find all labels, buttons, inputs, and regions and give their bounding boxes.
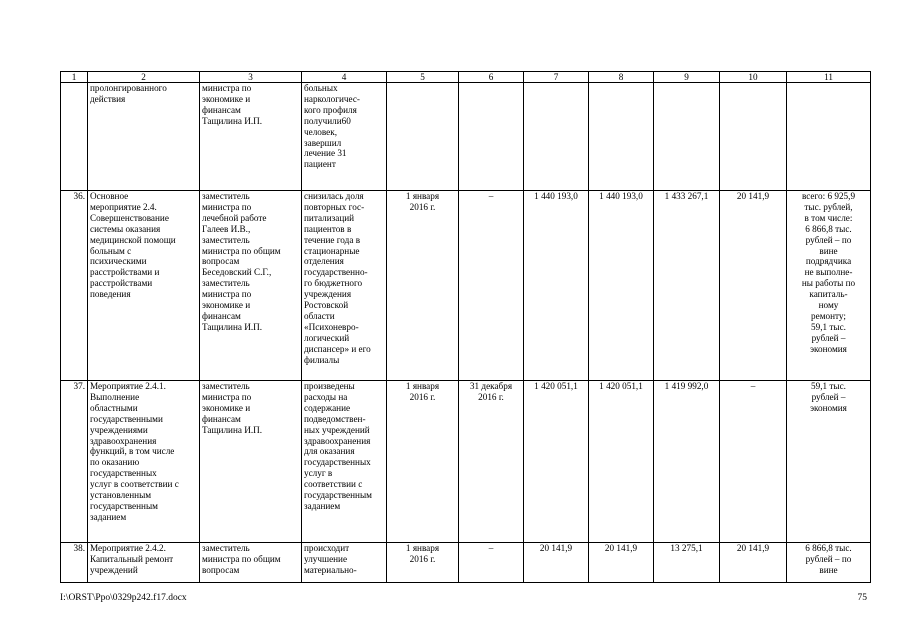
cell-responsible	[200, 381, 302, 543]
cell-line: 31 декабря	[469, 381, 513, 391]
cell-line: содержание	[304, 402, 351, 413]
cell-start-date	[387, 83, 459, 191]
col-num-5: 5	[387, 72, 459, 83]
cell-contracted	[720, 381, 787, 543]
cell-line: капиталь-	[809, 289, 848, 300]
col-num-4: 4	[302, 72, 387, 83]
cell-line: системы оказания	[90, 223, 161, 234]
cell-line: 36.	[73, 191, 85, 201]
cell-line: 2016 г.	[409, 201, 436, 212]
cell-line: –	[488, 543, 494, 553]
cell-line: по оказанию	[90, 457, 140, 468]
cell-line: 2016 г.	[409, 553, 436, 564]
cell-line: материально-	[304, 564, 357, 575]
cell-line: отделения	[304, 256, 344, 267]
cell-line: расстройствами	[90, 278, 153, 289]
cell-line: финансам	[202, 413, 241, 424]
cell-start-date	[387, 543, 459, 583]
cell-end-date	[459, 83, 524, 191]
cell-line: здравоохранения	[90, 435, 157, 446]
cell-line: Выполнение	[90, 391, 140, 402]
footer-file-path: I:\ORST\Ppo\0329p242.f17.docx	[60, 593, 187, 603]
cell-line: государственным	[90, 500, 158, 511]
cell-line: –	[750, 381, 756, 391]
cell-contracted	[720, 543, 787, 583]
table-row	[61, 381, 871, 543]
cell-line: вопросам	[202, 564, 240, 575]
cell-line: 1 419 992,0	[664, 381, 709, 391]
cell-line: в том числе:	[804, 212, 853, 223]
cell-measure-name	[88, 83, 200, 191]
cell-line: 38.	[73, 543, 85, 553]
cell-line: пролонгированного	[90, 83, 167, 93]
cell-planned-total	[524, 543, 589, 583]
cell-line: человек,	[304, 126, 337, 137]
cell-line: психическими	[90, 256, 147, 267]
cell-line: 59,1 тыс.	[811, 381, 846, 391]
cell-row-number	[61, 83, 88, 191]
cell-line: стационарные	[304, 245, 360, 256]
cell-line: пациентов в	[304, 223, 352, 234]
cell-planned-budget	[589, 543, 654, 583]
cell-line: 20 141,9	[736, 191, 770, 201]
cell-line: министра по	[202, 289, 252, 300]
table-row	[61, 83, 871, 191]
column-number-row	[61, 72, 871, 83]
col-num-7: 7	[524, 72, 589, 83]
cell-line: 2016 г.	[478, 391, 504, 402]
cell-line: улучшение	[304, 553, 348, 564]
cell-result	[302, 543, 387, 583]
cell-line: 1 433 267,1	[664, 191, 709, 201]
cell-line: поведения	[90, 289, 131, 300]
cell-line: рублей –	[811, 332, 846, 343]
cell-line: вине	[819, 245, 838, 256]
cell-row-number	[61, 191, 88, 381]
cell-measure-name	[88, 191, 200, 381]
cell-line: Тащилина И.П.	[202, 321, 263, 332]
table-row	[61, 543, 871, 583]
cell-responsible	[200, 83, 302, 191]
cell-line: 1 420 051,1	[599, 381, 643, 391]
cell-line: 20 141,9	[736, 543, 770, 553]
cell-planned-total	[524, 191, 589, 381]
cell-line: 20 141,9	[539, 543, 573, 553]
col-num-11: 11	[787, 72, 871, 83]
cell-line: заместитель	[202, 234, 250, 245]
cell-line: 1 января	[405, 191, 440, 201]
cell-line: учреждениями	[90, 424, 148, 435]
cell-start-date	[387, 381, 459, 543]
cell-planned-budget	[589, 83, 654, 191]
cell-end-date	[459, 381, 524, 543]
cell-result	[302, 83, 387, 191]
cell-line: учреждений	[90, 564, 138, 575]
cell-line: 1 440 193,0	[599, 191, 643, 201]
cell-line: 2016 г.	[409, 391, 436, 402]
cell-line: ремонту;	[811, 310, 846, 321]
cell-line: 1 января	[405, 543, 440, 553]
cell-line: диспансер» и его	[304, 343, 371, 354]
cell-line: государственно-	[304, 267, 368, 278]
cell-line: го бюджетного	[304, 278, 363, 289]
cell-line: медицинской помощи	[90, 234, 176, 245]
col-num-2: 2	[88, 72, 200, 83]
cell-actual	[654, 543, 720, 583]
cell-line: областными	[90, 402, 138, 413]
cell-line: экономия	[810, 402, 847, 413]
cell-line: министра по	[202, 391, 252, 402]
col-num-6: 6	[459, 72, 524, 83]
cell-line: происходит	[304, 543, 350, 553]
cell-actual	[654, 381, 720, 543]
cell-line: снизилась доля	[304, 191, 364, 201]
cell-line: завершил	[304, 137, 342, 148]
cell-line: расстройствами и	[90, 267, 160, 278]
cell-line: больным с	[90, 245, 132, 256]
cell-line: действия	[90, 93, 126, 104]
cell-line: государственных	[304, 457, 371, 468]
cell-contracted	[720, 83, 787, 191]
cell-result	[302, 191, 387, 381]
cell-line: мероприятие 2.4.	[90, 201, 157, 212]
cell-line: 1 440 193,0	[534, 191, 578, 201]
cell-contracted	[720, 191, 787, 381]
cell-line: 59,1 тыс.	[811, 321, 846, 332]
cell-line: не выполне-	[804, 267, 853, 278]
cell-line: заместитель	[202, 278, 250, 289]
cell-line: экономике и	[202, 93, 251, 104]
cell-line: «Психоневро-	[304, 321, 359, 332]
cell-measure-name	[88, 543, 200, 583]
cell-line: Мероприятие 2.4.1.	[90, 381, 166, 391]
col-num-1: 1	[61, 72, 88, 83]
footer-page-number: 75	[857, 593, 867, 603]
cell-line: повторных гос-	[304, 201, 365, 212]
cell-line: области	[304, 310, 335, 321]
cell-line: соответствии с	[304, 479, 363, 490]
cell-line: наркологичес-	[304, 93, 360, 104]
cell-line: Галеев И.В.,	[202, 223, 251, 234]
cell-line: Основное	[90, 191, 129, 201]
cell-line: заданием	[304, 500, 341, 511]
cell-note	[787, 83, 871, 191]
cell-line: произведены	[304, 381, 355, 391]
cell-note	[787, 381, 871, 543]
cell-end-date	[459, 543, 524, 583]
cell-line: экономике и	[202, 300, 251, 311]
col-num-8: 8	[589, 72, 654, 83]
cell-line: финансам	[202, 104, 241, 115]
cell-line: заместитель	[202, 543, 250, 553]
cell-line: 37.	[73, 381, 85, 391]
cell-line: функций, в том числе	[90, 446, 175, 457]
cell-line: 13 275,1	[670, 543, 703, 553]
cell-line: 1 420 051,1	[534, 381, 578, 391]
cell-line: ны работы по	[801, 278, 856, 289]
cell-line: государственным	[304, 490, 372, 501]
cell-line: услуг в	[304, 468, 333, 479]
cell-line: Беседовский С.Г.,	[202, 267, 272, 278]
cell-actual	[654, 83, 720, 191]
cell-line: 6 866,8 тыс.	[805, 223, 852, 234]
cell-line: 6 866,8 тыс.	[805, 543, 852, 553]
cell-line: лечебной работе	[202, 212, 267, 223]
cell-line: пациент	[304, 159, 336, 170]
cell-planned-budget	[589, 381, 654, 543]
cell-line: 1 января	[405, 381, 440, 391]
cell-line: вопросам	[202, 256, 240, 267]
cell-note	[787, 191, 871, 381]
cell-row-number	[61, 381, 88, 543]
cell-line: рублей –	[811, 391, 846, 402]
cell-line: получили60	[304, 115, 351, 126]
cell-note	[787, 543, 871, 583]
cell-start-date	[387, 191, 459, 381]
cell-line: Тащилина И.П.	[202, 424, 263, 435]
cell-line: рублей – по	[805, 553, 852, 564]
col-num-3: 3	[200, 72, 302, 83]
cell-line: Тащилина И.П.	[202, 115, 263, 126]
cell-planned-total	[524, 381, 589, 543]
cell-actual	[654, 191, 720, 381]
cell-line: филиалы	[304, 354, 340, 365]
cell-line: финансам	[202, 310, 241, 321]
cell-line: подведомствен-	[304, 413, 366, 424]
cell-measure-name	[88, 381, 200, 543]
report-table	[60, 71, 871, 583]
cell-line: ных учреждений	[304, 424, 370, 435]
cell-line: здравоохранения	[304, 435, 371, 446]
cell-line: государственных	[90, 468, 157, 479]
cell-row-number	[61, 543, 88, 583]
cell-line: –	[488, 191, 494, 201]
cell-line: подрядчика	[805, 256, 852, 267]
cell-line: Мероприятие 2.4.2.	[90, 543, 166, 553]
cell-line: Совершенствование	[90, 212, 169, 223]
cell-line: логический	[304, 332, 350, 343]
cell-line: министра по	[202, 201, 252, 212]
cell-line: экономике и	[202, 402, 251, 413]
cell-end-date	[459, 191, 524, 381]
cell-line: Капитальный ремонт	[90, 553, 174, 564]
cell-line: течение года в	[304, 234, 361, 245]
cell-line: министра по	[202, 83, 252, 93]
cell-line: министра по общим	[202, 245, 281, 256]
table-row	[61, 191, 871, 381]
cell-line: больных	[304, 83, 338, 93]
cell-line: вине	[819, 564, 838, 575]
cell-line: кого профиля	[304, 104, 357, 115]
cell-planned-total	[524, 83, 589, 191]
cell-line: заданием	[90, 511, 127, 522]
cell-line: государственными	[90, 413, 163, 424]
cell-line: заместитель	[202, 381, 250, 391]
col-num-10: 10	[720, 72, 787, 83]
cell-line: расходы на	[304, 391, 348, 402]
cell-line: питализаций	[304, 212, 355, 223]
cell-line: лечение 31	[304, 148, 347, 159]
cell-line: установленным	[90, 490, 152, 501]
cell-line: ному	[818, 300, 839, 311]
cell-line: рублей – по	[805, 234, 852, 245]
cell-line: всего: 6 925,9	[801, 191, 856, 201]
cell-line: экономия	[810, 343, 847, 354]
cell-line: учреждения	[304, 289, 352, 300]
cell-result	[302, 381, 387, 543]
cell-line: услуг в соответствии с	[90, 479, 179, 490]
cell-line: министра по общим	[202, 553, 281, 564]
cell-planned-budget	[589, 191, 654, 381]
col-num-9: 9	[654, 72, 720, 83]
cell-line: 20 141,9	[604, 543, 638, 553]
cell-line: для оказания	[304, 446, 355, 457]
cell-responsible	[200, 543, 302, 583]
cell-line: заместитель	[202, 191, 250, 201]
cell-line: тыс. рублей,	[804, 201, 853, 212]
cell-line: Ростовской	[304, 300, 349, 311]
cell-responsible	[200, 191, 302, 381]
